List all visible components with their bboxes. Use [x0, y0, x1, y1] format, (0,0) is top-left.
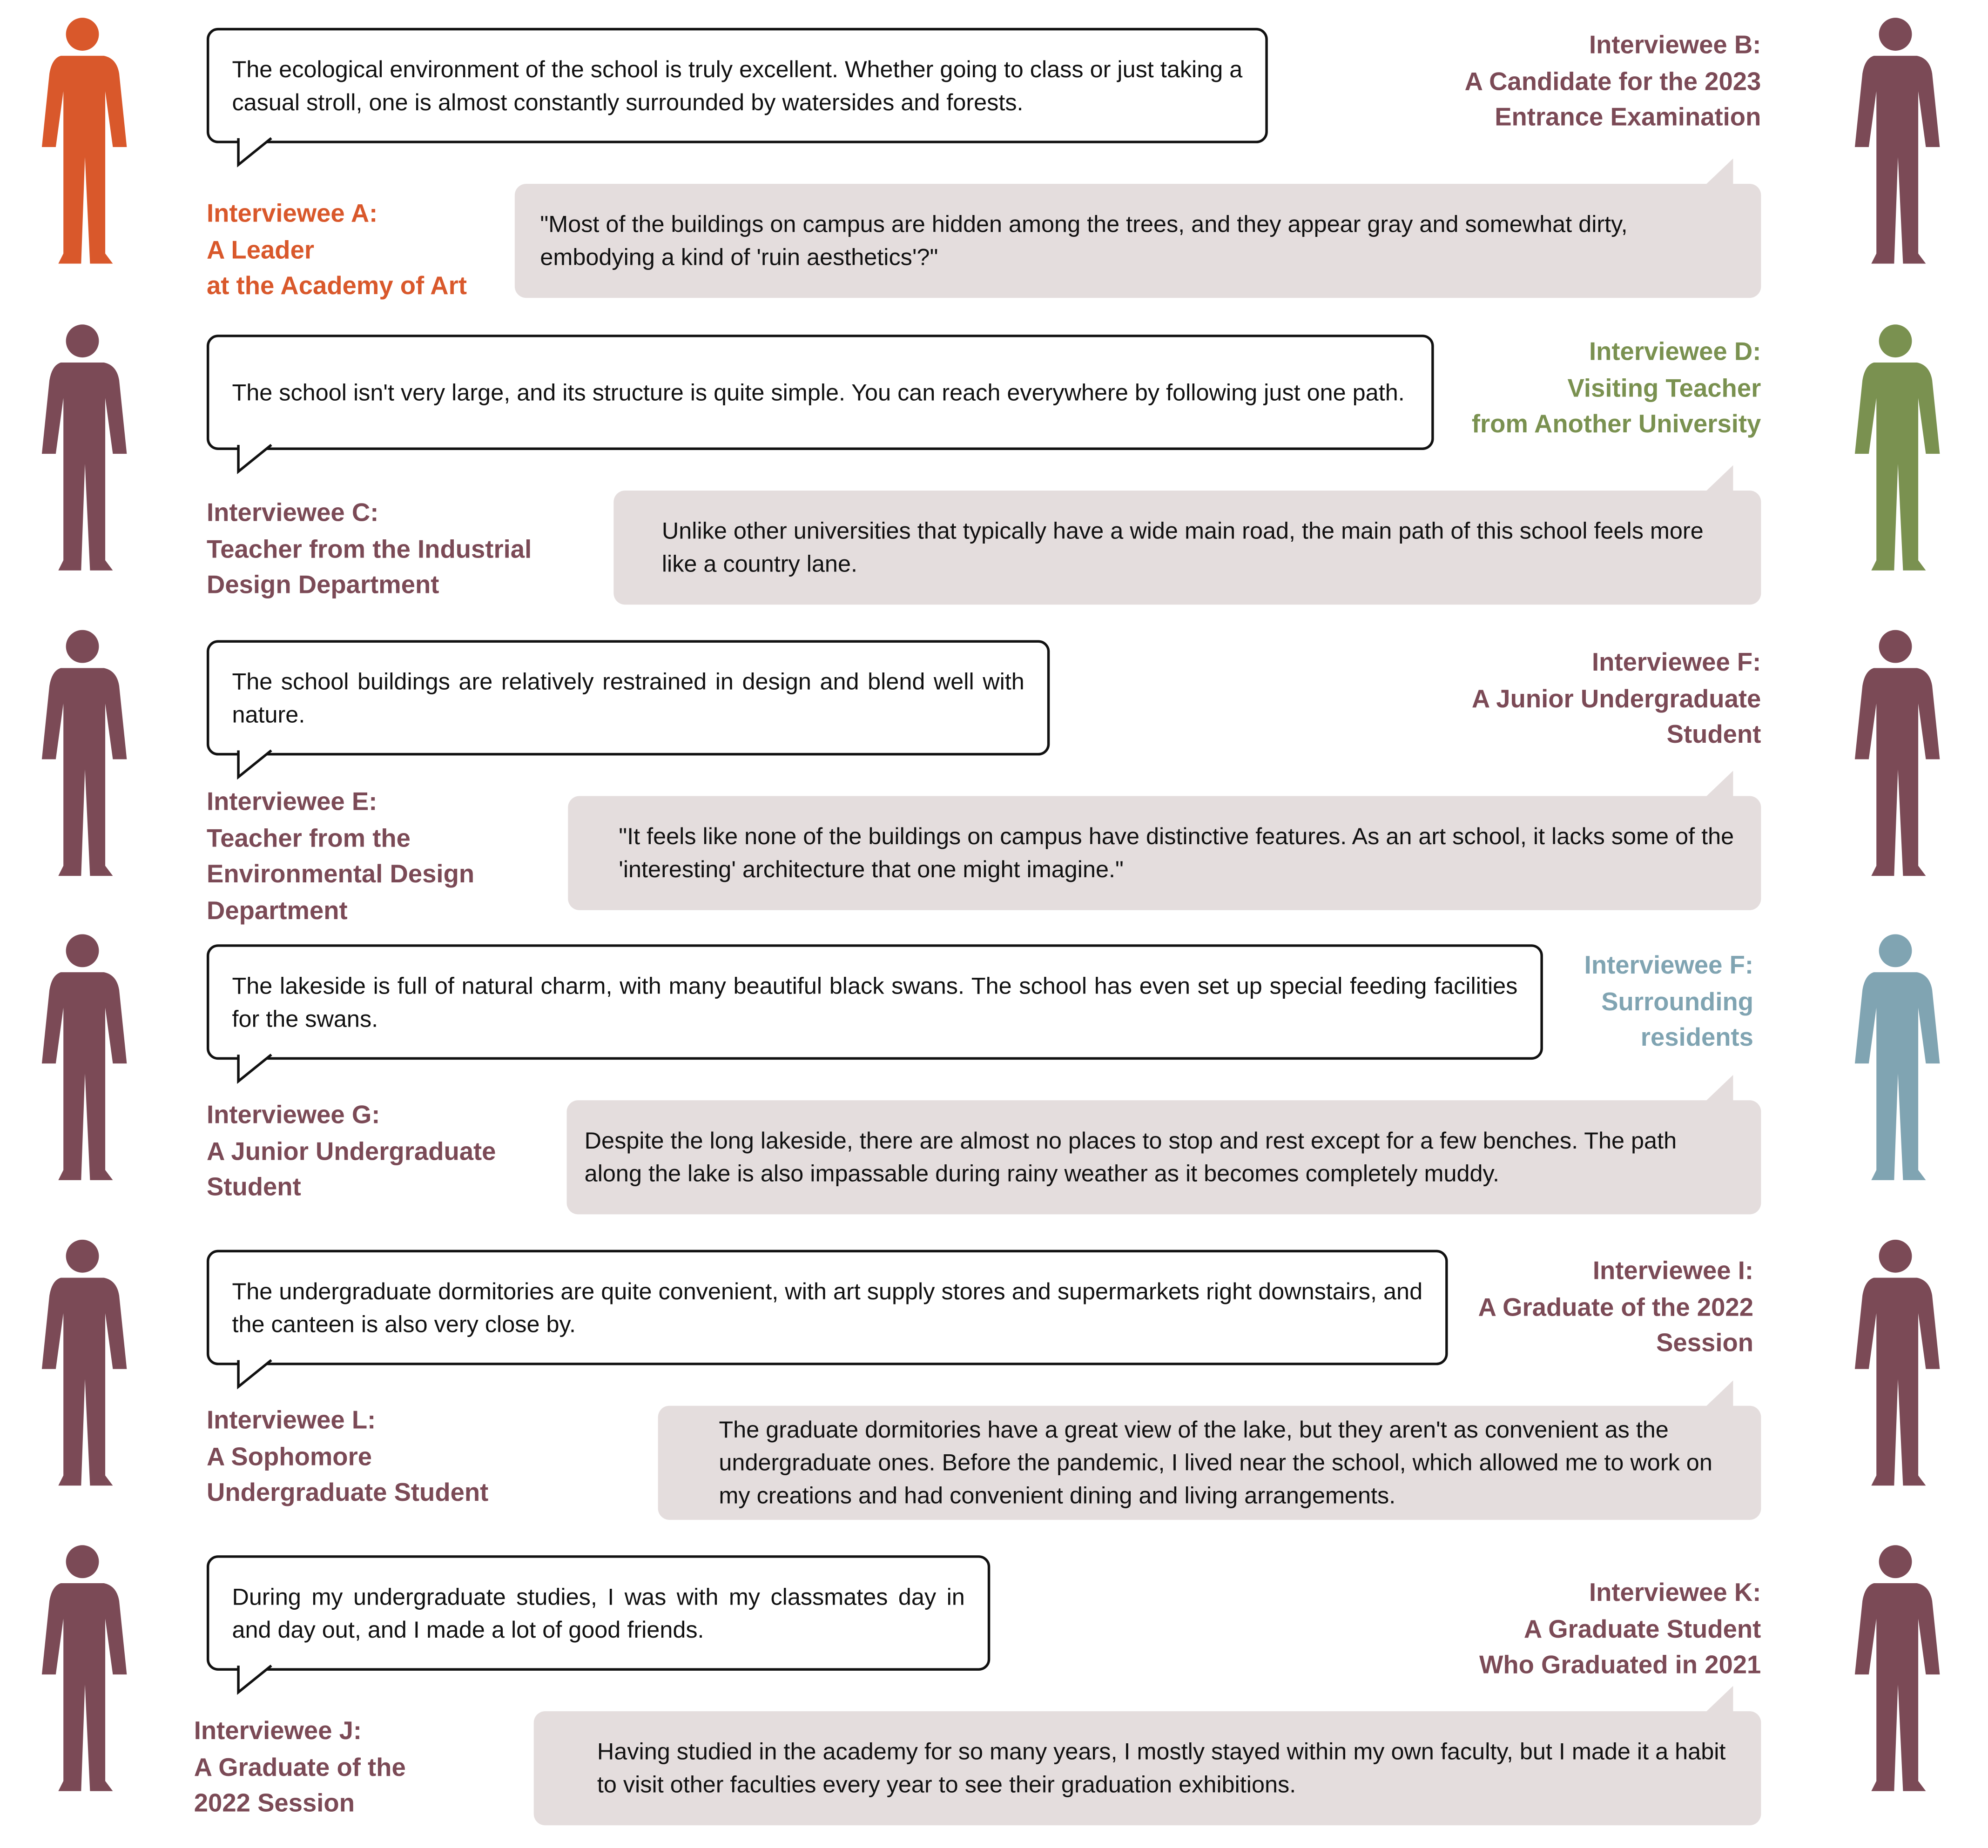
left-interviewee-label: Interviewee A: A Leader at the Academy of Art: [206, 200, 467, 301]
left-quote-text: During my undergraduate studies, I was with my classmates day in and day out, and I made a lot of good friends.: [232, 1582, 965, 1642]
right-quote-bubble: [613, 491, 1761, 605]
left-interviewee-label: Interviewee L: A Sophomore Undergraduate Student: [206, 1407, 489, 1507]
speech-tail-icon: [237, 1666, 277, 1696]
left-quote-text: The undergraduate dormitories are quite convenient, with art supply stores and supermarkets right downstairs, and the canteen is also very close by.: [232, 1277, 1423, 1337]
right-quote-text: "It feels like none of the buildings on campus have distinctive features. As an art school, it lacks some of the 'interesting' architecture that one might imagine.": [619, 822, 1734, 882]
left-quote-text: The school buildings are relatively restrained in design and blend well with nature.: [232, 667, 1024, 727]
left-person-silhouette-icon: [19, 319, 146, 573]
right-quote-text: Despite the long lakeside, there are almost no places to stop and rest except for a few benches. The path along the lake is also impassable during rainy weather as it becomes completely muddy.: [584, 1127, 1677, 1187]
right-interviewee-label: Interviewee D: Visiting Teacher from Another University: [1471, 338, 1761, 439]
speech-tail-icon: [237, 445, 277, 475]
right-person-silhouette-icon: [1832, 625, 1959, 879]
right-person-silhouette-icon: [1832, 1540, 1959, 1794]
left-interviewee-label: Interviewee E: Teacher from the Environmental Design Department: [206, 788, 475, 925]
right-quote-bubble: [568, 796, 1761, 910]
right-interviewee-label: Interviewee K: A Graduate Student Who Graduated in 2021: [1479, 1579, 1761, 1680]
speech-tail-icon: [1705, 1380, 1733, 1407]
left-quote-bubble: [207, 335, 1434, 450]
left-quote-bubble: [207, 28, 1268, 143]
left-person-silhouette-icon: [19, 1540, 146, 1794]
left-quote-bubble: [207, 944, 1543, 1060]
right-interviewee-label: Interviewee F: Surrounding residents: [1584, 952, 1754, 1052]
left-quote-text: The ecological environment of the school is truly excellent. Whether going to class or just taking a casual stroll, one is almost constantly surrounded by watersides and forests.: [232, 55, 1243, 115]
right-quote-text: The graduate dormitories have a great view of the lake, but they aren't as convenient as the undergraduate ones. Before the pandemic, I lived near the school, which allowed me to work on my creations and had convenient dining and living arrangements.: [719, 1416, 1712, 1509]
right-quote-text: "Most of the buildings on campus are hidden among the trees, and they appear gray and somewhat dirty, embodying a kind of 'ruin aesthetics'?": [540, 210, 1628, 270]
right-quote-bubble: [658, 1406, 1761, 1520]
left-person-silhouette-icon: [19, 625, 146, 879]
left-person-silhouette-icon: [19, 929, 146, 1183]
left-quote-text: The school isn't very large, and its structure is quite simple. You can reach everywhere by following just one path.: [232, 378, 1405, 405]
left-quote-text: The lakeside is full of natural charm, with many beautiful black swans. The school has even set up special feeding facilities for the swans.: [232, 971, 1518, 1031]
speech-tail-icon: [1705, 158, 1733, 185]
left-person-silhouette-icon: [19, 13, 146, 266]
left-person-silhouette-icon: [19, 1235, 146, 1488]
left-quote-bubble: [207, 1555, 990, 1671]
right-quote-text: Having studied in the academy for so many years, I mostly stayed within my own faculty, but I made it a habit to visit other faculties every year to see their graduation exhibitions.: [597, 1738, 1726, 1798]
left-interviewee-label: Interviewee G: A Junior Undergraduate Student: [206, 1101, 496, 1202]
speech-tail-icon: [1705, 1075, 1733, 1102]
right-person-silhouette-icon: [1832, 13, 1959, 266]
right-person-silhouette-icon: [1832, 1235, 1959, 1488]
left-interviewee-label: Interviewee J: A Graduate of the 2022 Session: [194, 1717, 406, 1818]
right-quote-text: Unlike other universities that typically have a wide main road, the main path of this school feels more like a country lane.: [661, 517, 1704, 577]
left-quote-bubble: [207, 1250, 1448, 1365]
speech-tail-icon: [1705, 1686, 1733, 1713]
speech-tail-icon: [237, 1055, 277, 1085]
left-interviewee-label: Interviewee C: Teacher from the Industrial Design Department: [206, 499, 532, 600]
speech-tail-icon: [1705, 465, 1733, 492]
right-interviewee-label: Interviewee F: A Junior Undergraduate Student: [1471, 649, 1761, 749]
right-quote-bubble: [515, 184, 1761, 298]
right-interviewee-label: Interviewee B: A Candidate for the 2023 Entrance Examination: [1464, 32, 1761, 132]
right-quote-bubble: [567, 1100, 1761, 1214]
right-quote-bubble: [534, 1711, 1761, 1825]
left-quote-bubble: [207, 640, 1050, 756]
right-person-silhouette-icon: [1832, 319, 1959, 573]
right-interviewee-label: Interviewee I: A Graduate of the 2022 Session: [1478, 1257, 1754, 1358]
speech-tail-icon: [237, 750, 277, 780]
speech-tail-icon: [237, 1360, 277, 1391]
speech-tail-icon: [1705, 771, 1733, 797]
speech-tail-icon: [237, 138, 277, 168]
right-person-silhouette-icon: [1832, 929, 1959, 1183]
